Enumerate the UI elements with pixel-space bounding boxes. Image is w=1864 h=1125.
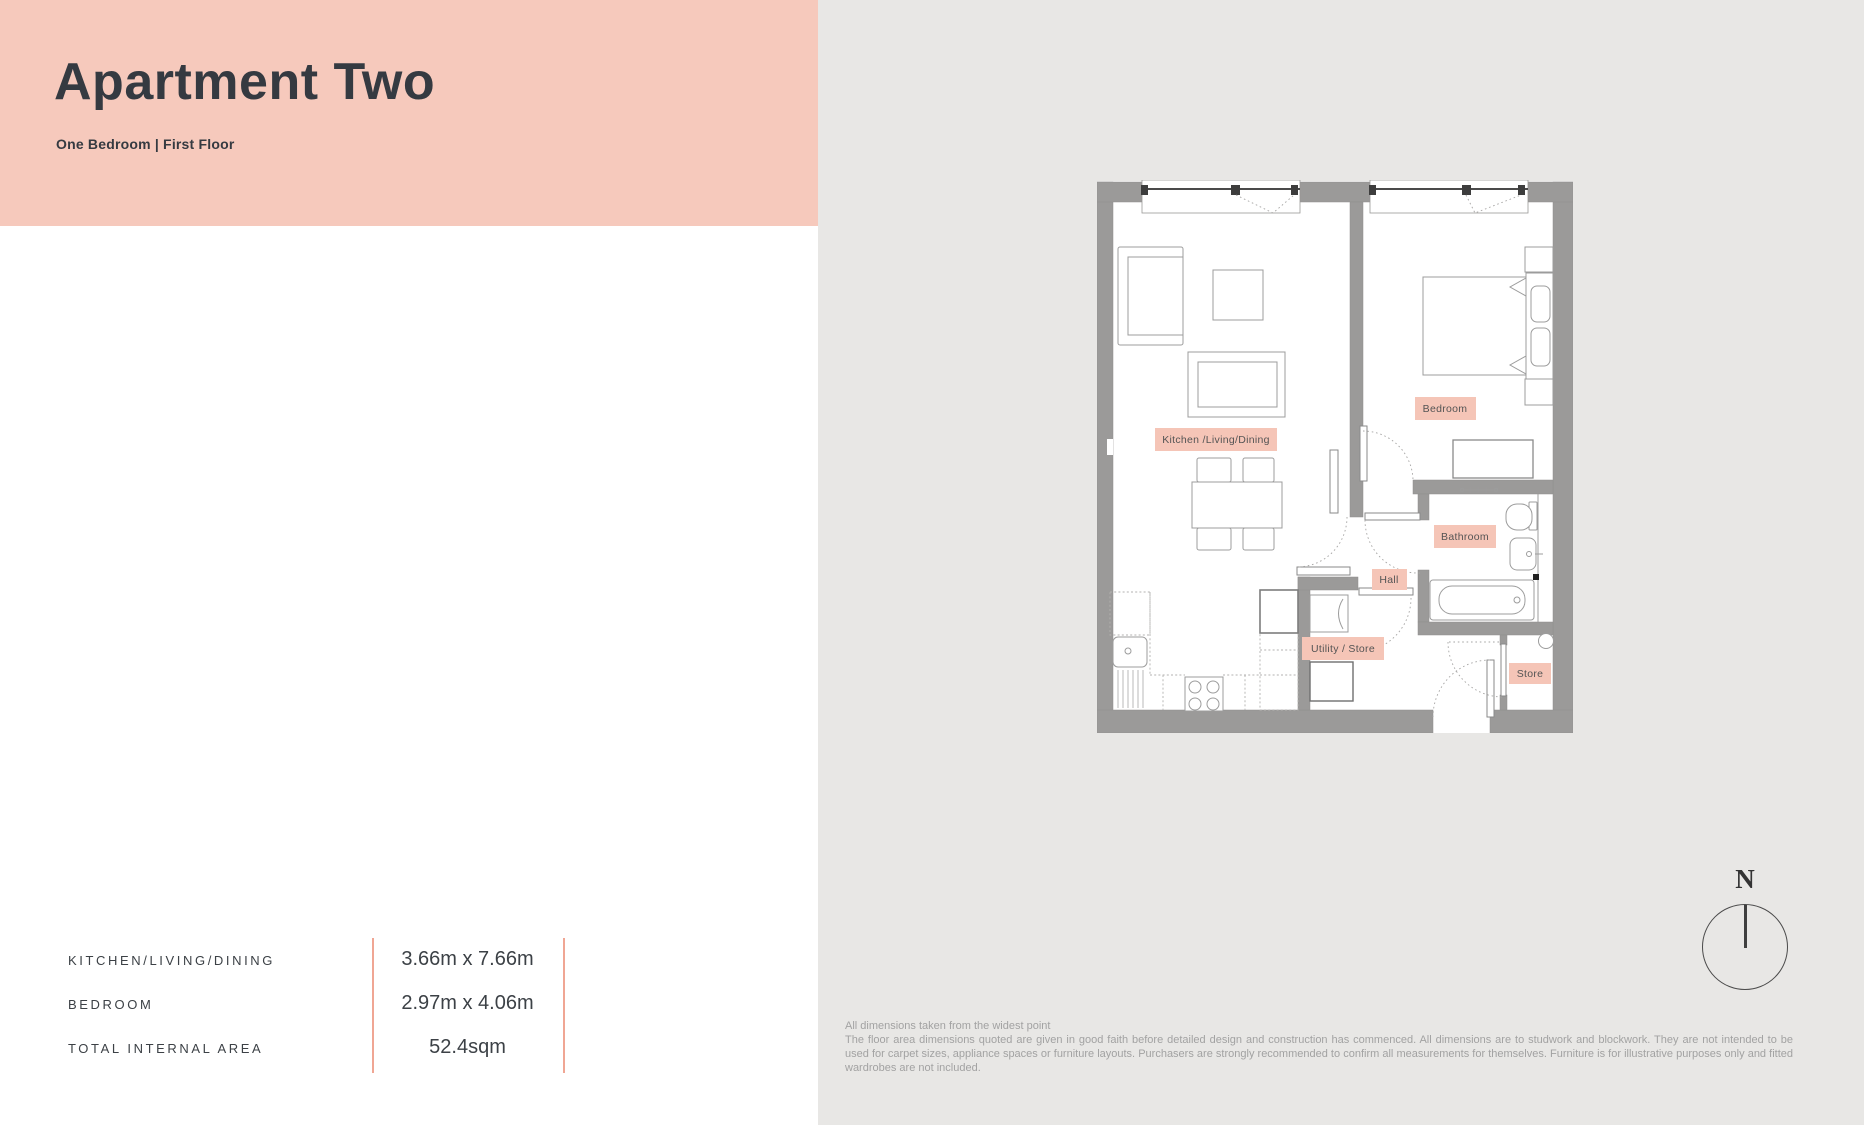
bedside-table	[1525, 247, 1553, 272]
room-label: KITCHEN/LIVING/DINING	[68, 953, 276, 968]
table-row	[0, 990, 818, 1020]
washing-machine	[1310, 595, 1348, 632]
compass-needle	[1744, 905, 1747, 948]
bed	[1423, 273, 1553, 379]
room-label-hall	[1372, 569, 1407, 590]
svg-text:Bedroom: Bedroom	[1422, 403, 1468, 415]
room-label: TOTAL INTERNAL AREA	[68, 1041, 264, 1056]
room-label-bedroom	[1415, 397, 1476, 420]
header-banner	[0, 0, 818, 226]
sofa	[1118, 247, 1183, 345]
page-subtitle: One Bedroom | First Floor	[56, 136, 235, 152]
svg-text:Utility / Store: Utility / Store	[1310, 643, 1376, 655]
boiler	[1539, 634, 1554, 649]
room-dimensions: 2.97m x 4.06m	[401, 992, 534, 1014]
bedside-table	[1525, 379, 1553, 405]
room-label: BEDROOM	[68, 997, 154, 1012]
door-stop	[1533, 574, 1539, 580]
disclaimer-line1: All dimensions taken from the widest point	[845, 1020, 1051, 1032]
svg-text:Kitchen /Living/Dining: Kitchen /Living/Dining	[1162, 434, 1270, 446]
room-label-kitchen	[1155, 428, 1277, 451]
svg-text:Hall: Hall	[1379, 574, 1399, 586]
bathtub	[1430, 580, 1534, 620]
utility-appliance	[1310, 662, 1353, 701]
room-label-store	[1509, 663, 1551, 684]
table-row	[0, 1034, 818, 1064]
window-kitchen	[1141, 180, 1300, 213]
room-label-bathroom	[1434, 525, 1496, 548]
window-bedroom	[1369, 180, 1528, 213]
page-title: Apartment Two	[54, 53, 436, 111]
hob	[1185, 677, 1223, 711]
wardrobe	[1453, 440, 1533, 478]
svg-text:Store: Store	[1516, 668, 1544, 680]
coffee-table	[1188, 352, 1285, 417]
fridge-unit	[1260, 590, 1298, 633]
side-table	[1213, 270, 1263, 320]
room-label-utility	[1302, 637, 1384, 660]
disclaimer-body: The floor area dimensions quoted are given in good faith before detailed design and construction has commenced. All dimensions are to studwork and blockwork. They are not intended to be used for carpet sizes, appliance spaces or furniture layouts. Purchasers are strongly recommended to confirm all measurements for themselves. Furniture is for illustrative purposes only and fitted wardrobes are not included.	[845, 1034, 1793, 1074]
compass-north-label: N	[1735, 864, 1755, 894]
room-dimensions: 52.4sqm	[429, 1036, 506, 1058]
table-row	[0, 946, 818, 976]
floorplan	[1097, 180, 1573, 733]
toilet	[1506, 502, 1537, 530]
disclaimer	[845, 1019, 1793, 1075]
tall-cupboard	[1330, 450, 1338, 513]
svg-text:Bathroom: Bathroom	[1441, 531, 1489, 543]
dimensions-table	[0, 938, 818, 1073]
room-dimensions: 3.66m x 7.66m	[401, 948, 534, 970]
